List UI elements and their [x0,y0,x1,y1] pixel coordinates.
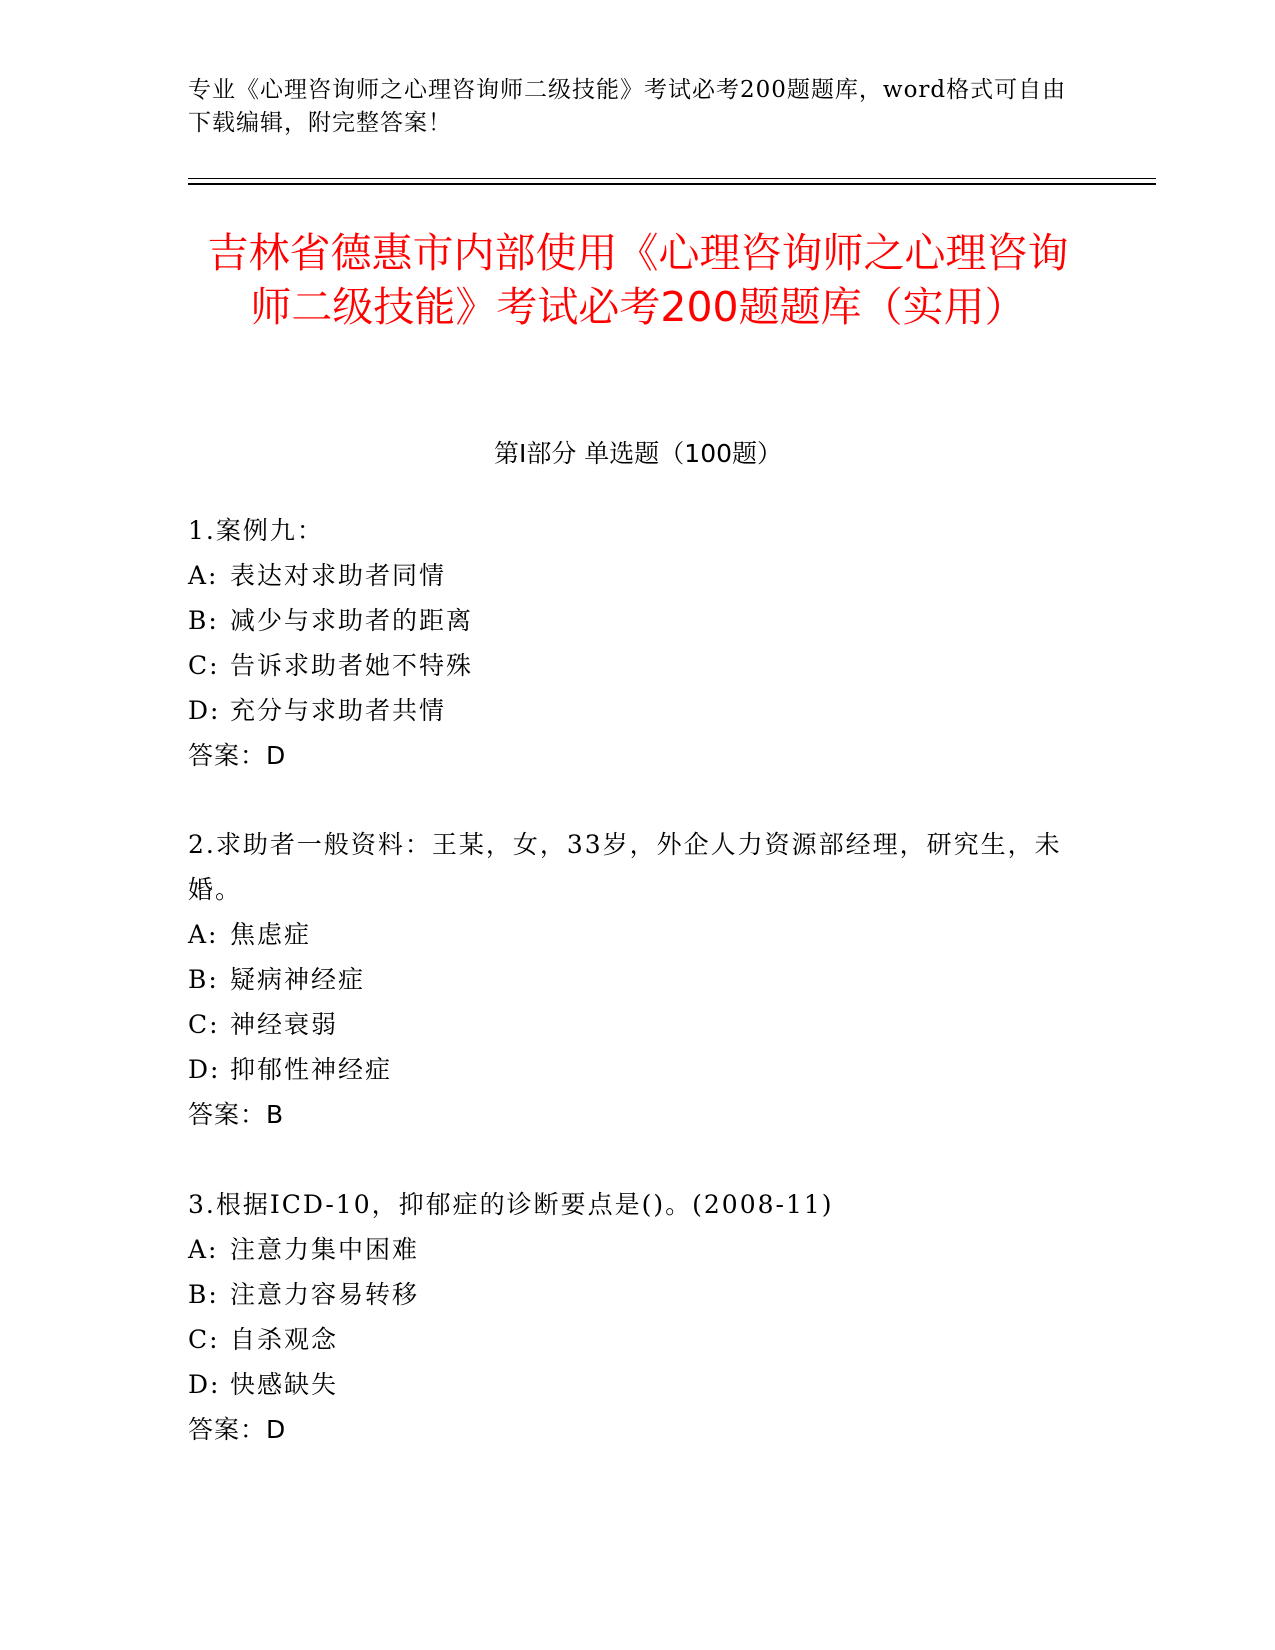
option-letter: B: [188,1280,219,1309]
option-letter: C: [188,1325,220,1354]
option-text: 疑病神经症 [230,965,366,994]
question-option-d [188,1362,1088,1407]
option-letter: D: [188,1055,221,1084]
question-answer [188,1092,1088,1137]
header-divider-thin [188,178,1156,179]
option-letter: C: [188,651,220,680]
question-1 [188,508,1088,778]
answer-label: 答案： [188,1415,267,1444]
header-divider-thick [188,183,1156,185]
option-text: 抑郁性神经症 [230,1055,393,1084]
question-option-c [188,1317,1088,1362]
option-text: 自杀观念 [230,1325,339,1354]
question-option-b [188,598,1088,643]
option-text: 注意力集中困难 [230,1235,420,1264]
option-text: 神经衰弱 [230,1010,339,1039]
question-option-d [188,688,1088,733]
header-intro-text: 专业《心理咨询师之心理咨询师二级技能》考试必考200题题库，word格式可自由下载编辑，附完整答案！ [188,77,1067,136]
question-stem: 3.根据ICD-10，抑郁症的诊断要点是()。(2008-11) [188,1190,834,1219]
option-text: 快感缺失 [230,1370,339,1399]
option-letter: A: [188,561,219,590]
answer-label: 答案： [188,741,267,770]
question-option-b [188,957,1088,1002]
option-letter: D: [188,696,221,725]
question-option-a [188,1227,1088,1272]
option-letter: C: [188,1010,220,1039]
question-option-a [188,553,1088,598]
question-option-a [188,912,1088,957]
option-letter: A: [188,1235,219,1264]
option-text: 告诉求助者她不特殊 [230,651,474,680]
question-option-b [188,1272,1088,1317]
question-option-d [188,1047,1088,1092]
option-letter: A: [188,920,219,949]
answer-value: D [266,1415,287,1444]
question-answer [188,733,1088,778]
question-option-c [188,1002,1088,1047]
option-text: 焦虑症 [230,920,312,949]
section-heading: 第Ⅰ部分 单选题（100题） [493,439,783,468]
question-option-c [188,643,1088,688]
question-stem: 2.求助者一般资料：王某，女，33岁，外企人力资源部经理，研究生，未婚。 [188,830,1062,904]
document-title: 吉林省德惠市内部使用《心理咨询师之心理咨询师二级技能》考试必考200题题库（实用） [207,229,1069,331]
option-text: 充分与求助者共情 [230,696,447,725]
option-letter: D: [188,1370,221,1399]
answer-value: B [266,1100,285,1129]
option-text: 减少与求助者的距离 [230,606,474,635]
option-text: 表达对求助者同情 [230,561,447,590]
question-stem: 1.案例九： [188,516,324,545]
answer-label: 答案： [188,1100,267,1129]
question-3 [188,1182,1088,1452]
option-letter: B: [188,606,219,635]
question-answer [188,1407,1088,1452]
option-text: 注意力容易转移 [230,1280,420,1309]
answer-value: D [266,741,287,770]
question-2 [188,822,1088,1137]
option-letter: B: [188,965,219,994]
